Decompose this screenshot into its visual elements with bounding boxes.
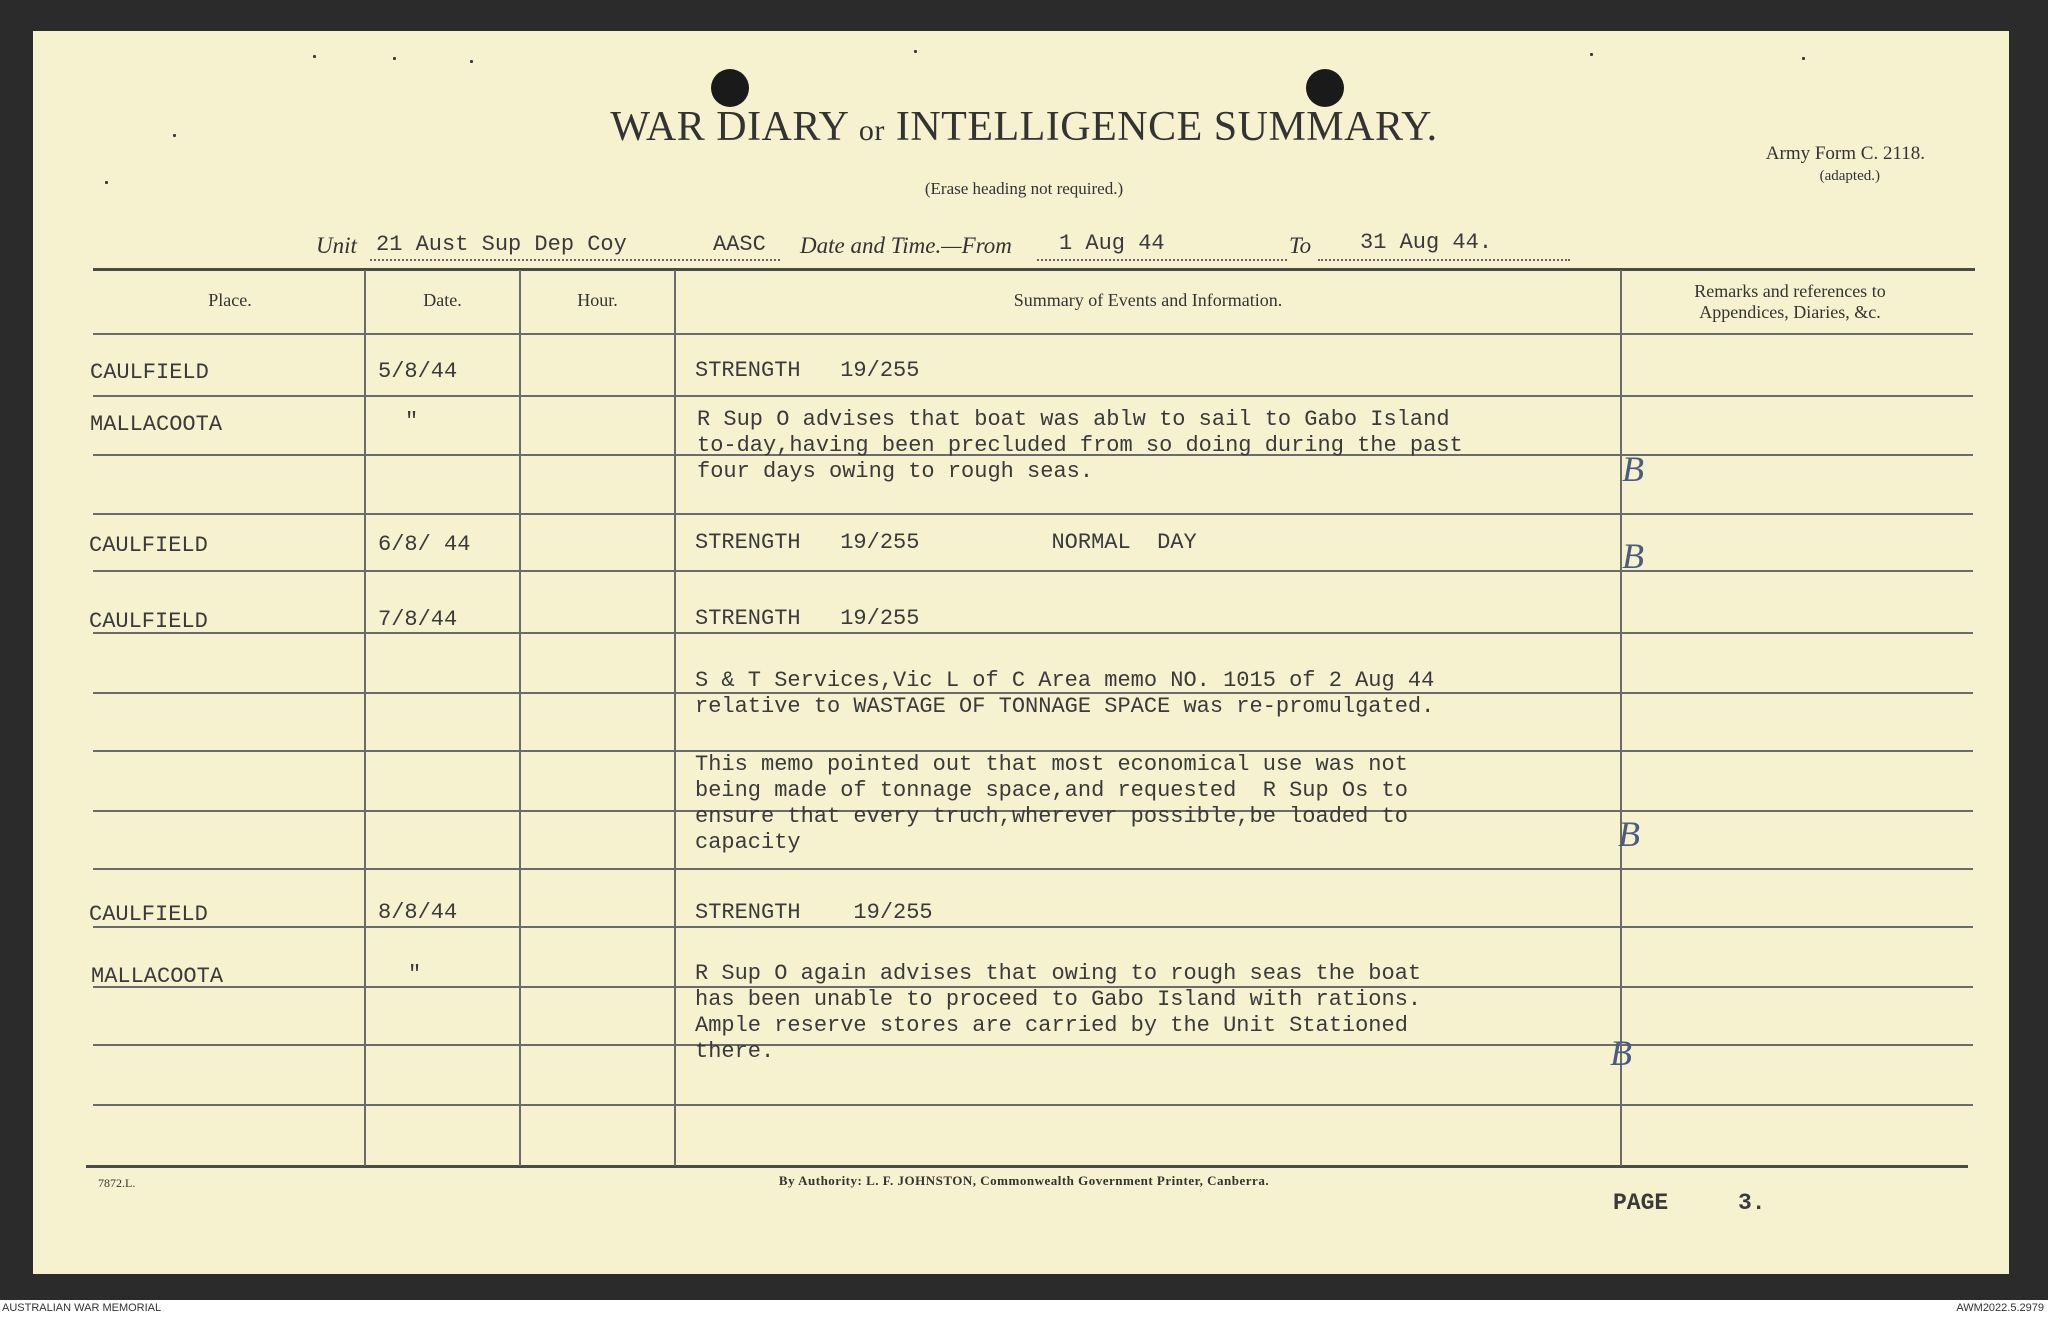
row-rule [93, 868, 1973, 870]
printer-authority: By Authority: L. F. JOHNSTON, Commonwealth Government Printer, Canberra. [778, 1173, 1270, 1188]
entry-date: 7/8/44 [378, 607, 458, 632]
entry-summary: R Sup O advises that boat was ablw to sail to Gabo Island to-day,having been precluded from so doing during the past four days owing to rough seas. [697, 407, 1463, 484]
header-row-rule [93, 333, 1973, 335]
entry-place: MALLACOOTA [91, 964, 224, 989]
form-subtitle: (Erase heading not required.) [924, 179, 1124, 198]
unit-label: Unit [316, 233, 357, 258]
war-diary-page [33, 31, 2009, 1274]
punch-hole-left [711, 69, 749, 107]
column-header-summary: Summary of Events and Information. [1013, 290, 1283, 310]
to-label: To [1289, 233, 1312, 258]
table-bottom-rule [86, 1165, 1968, 1168]
page-label: PAGE [1613, 1190, 1669, 1216]
row-rule [93, 632, 1973, 634]
unit-dotted-line [370, 259, 780, 261]
date-from: 1 Aug 44 [1059, 231, 1165, 256]
page-number: 3. [1738, 1190, 1766, 1216]
speck [313, 55, 316, 58]
entry-date: " [408, 962, 422, 987]
entry-place: CAULFIELD [89, 533, 208, 558]
entry-summary: STRENGTH 19/255 [695, 606, 920, 631]
punch-hole-right [1306, 69, 1344, 107]
archive-reference: AWM2022.5.2979 [1956, 1302, 2044, 1314]
initials-mark: B [1622, 536, 1644, 576]
initials-mark: B [1610, 1033, 1632, 1073]
column-header-date: Date. [423, 290, 462, 310]
entry-date: 8/8/44 [378, 900, 458, 925]
date-to: 31 Aug 44. [1360, 230, 1493, 255]
entry-summary: S & T Services,Vic L of C Area memo NO. 1015 of 2 Aug 44 relative to WASTAGE OF TONNAGE SPACE was re-promulgated. [695, 668, 1435, 719]
entry-place: CAULFIELD [89, 902, 208, 927]
title-part2: INTELLIGENCE SUMMARY. [895, 104, 1438, 150]
initials-mark: B [1618, 814, 1640, 854]
army-form-label: Army Form C. 2118. [1765, 143, 1925, 164]
table-top-rule [93, 268, 1975, 271]
unit-extra: AASC [713, 232, 766, 257]
column-header-hour: Hour. [577, 290, 618, 310]
army-form-sub: (adapted.) [1819, 168, 1880, 184]
speck [393, 57, 396, 60]
form-code: 7872.L. [98, 1176, 136, 1190]
column-header-remarks: Remarks and references to Appendices, Diaries, &c. [1694, 281, 1886, 322]
row-rule [93, 1104, 1973, 1106]
date-to-dotted-line [1318, 259, 1570, 261]
entry-summary: R Sup O again advises that owing to rough seas the boat has been unable to proceed to Gabo Island with rations. Ample reserve stores are carried by the Unit Stationed there. [695, 961, 1422, 1064]
row-rule [93, 395, 1973, 397]
title-or: or [858, 114, 885, 147]
title-part1: WAR DIARY [610, 104, 848, 150]
speck [914, 50, 917, 53]
date-time-label: Date and Time.—From [800, 233, 1012, 258]
column-divider [674, 270, 676, 1166]
entry-date: 5/8/44 [378, 359, 458, 384]
archive-credit: AUSTRALIAN WAR MEMORIAL [2, 1302, 162, 1314]
entry-place: CAULFIELD [89, 609, 208, 634]
entry-date: " [405, 409, 419, 434]
entry-summary: This memo pointed out that most economical use was not being made of tonnage space,and requested R Sup Os to ensure that every truch,wherever possible,be loaded to capacity [695, 752, 1408, 855]
entry-place: MALLACOOTA [90, 412, 223, 437]
row-rule [93, 513, 1973, 515]
entry-summary: STRENGTH 19/255 NORMAL DAY [695, 530, 1197, 555]
entry-place: CAULFIELD [90, 360, 209, 385]
unit-value: 21 Aust Sup Dep Coy [376, 232, 627, 257]
entry-date: 6/8/ 44 [378, 532, 471, 557]
entry-summary: STRENGTH 19/255 [695, 900, 933, 925]
speck [1802, 57, 1805, 60]
column-divider [519, 270, 521, 1166]
column-header-place: Place. [208, 290, 252, 310]
column-divider [364, 270, 366, 1166]
date-from-dotted-line [1037, 259, 1287, 261]
row-rule [93, 926, 1973, 928]
speck [470, 60, 473, 63]
initials-mark: B [1622, 449, 1644, 489]
row-rule [93, 570, 1973, 572]
entry-summary: STRENGTH 19/255 [695, 358, 920, 383]
army-form-number [1710, 143, 1925, 187]
speck [1590, 53, 1593, 56]
